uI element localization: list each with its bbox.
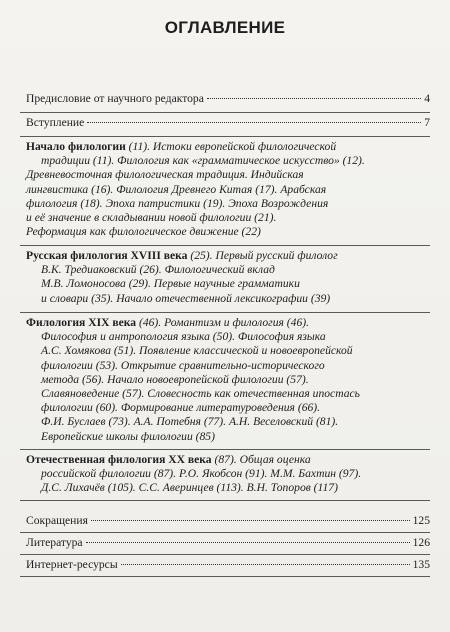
section-text: (25). Первый русский филолог xyxy=(187,249,338,262)
section-line: филологии (60). Формирование литературоведения (66). xyxy=(41,401,321,415)
section-line: Философия и антропология языка (50). Философия языка xyxy=(41,330,326,344)
toc-entry-literature xyxy=(26,536,430,550)
divider xyxy=(20,554,430,555)
section-early-philology xyxy=(26,140,428,239)
toc-entry-label: Интернет-ресурсы xyxy=(26,558,118,571)
toc-entry-page: 125 xyxy=(412,514,430,527)
dot-leader xyxy=(87,122,421,123)
toc-entry-label: Сокращения xyxy=(26,514,88,527)
dot-leader xyxy=(207,98,421,99)
dot-leader xyxy=(121,564,410,565)
section-line: лингвистика (16). Филология Древнего Китая (17). Арабская xyxy=(26,182,327,196)
section-heading: Русская филология XVIII века xyxy=(26,249,188,262)
section-line: В.К. Тредиаковский (26). Филологический вклад xyxy=(41,263,275,277)
toc-entry-internet-resources xyxy=(26,558,430,572)
toc-entry-label: Литература xyxy=(26,536,83,549)
divider xyxy=(20,112,430,113)
section-heading: Начало филологии xyxy=(26,140,126,153)
section-line: Реформация как филологическое движение (22) xyxy=(26,225,261,239)
section-heading: Филология XIX века xyxy=(26,316,137,329)
section-line: Европейские школы филологии (85) xyxy=(41,429,215,443)
toc-entry-page: 126 xyxy=(412,536,430,549)
section-line: и её значение в складывании новой филологии (21). xyxy=(26,211,277,225)
divider xyxy=(20,576,430,577)
section-19th-century xyxy=(26,316,428,444)
divider xyxy=(20,532,430,533)
divider xyxy=(20,136,430,137)
section-line xyxy=(26,453,428,467)
section-line: метода (56). Начало новоевропейской филологии (57). xyxy=(41,372,309,386)
section-line xyxy=(26,316,428,330)
section-20th-century xyxy=(26,453,428,496)
toc-entry-page: 7 xyxy=(424,116,430,129)
section-heading: Отечественная филология XX века xyxy=(26,453,212,466)
section-line: традиции (11). Филология как «грамматическое искусство» (12). xyxy=(41,154,365,168)
section-text: (87). Общая оценка xyxy=(211,453,311,466)
section-line: Древневосточная филологическая традиция. Индийская xyxy=(26,168,304,182)
toc-entry-page: 4 xyxy=(424,92,430,105)
toc-entry-introduction xyxy=(26,116,430,130)
section-line: филологии (53). Открытие сравнительно-исторического xyxy=(41,358,325,372)
section-line: Ф.И. Буслаев (73). А.А. Потебня (77). А.Н. Веселовский (81). xyxy=(41,415,339,429)
section-18th-century xyxy=(26,249,428,306)
section-line: и словари (35). Начало отечественной лексикографии (39) xyxy=(41,291,331,305)
divider xyxy=(20,449,430,450)
section-line: Славяноведение (57). Словесность как отечественная ипостась xyxy=(41,387,360,401)
section-line: М.В. Ломоносова (29). Первые научные грамматики xyxy=(41,277,300,291)
section-line: А.С. Хомякова (51). Появление классической и новоевропейской xyxy=(41,344,353,358)
toc-entry-preface xyxy=(26,92,430,106)
toc-entry-abbreviations xyxy=(26,514,430,528)
section-line xyxy=(26,249,428,263)
divider xyxy=(20,312,430,313)
section-text: (11). Истоки европейской филологической xyxy=(125,140,337,153)
section-line: Д.С. Лихачёв (105). С.С. Аверинцев (113). В.Н. Топоров (117) xyxy=(41,481,338,495)
toc-entry-page: 135 xyxy=(412,558,430,571)
page-title: ОГЛАВЛЕНИЕ xyxy=(164,18,286,37)
section-text: (46). Романтизм и филология (46). xyxy=(136,316,309,329)
dot-leader xyxy=(86,542,410,543)
divider xyxy=(20,500,430,501)
section-line xyxy=(26,140,428,154)
toc-entry-label: Предисловие от научного редактора xyxy=(26,92,204,105)
divider xyxy=(20,245,430,246)
dot-leader xyxy=(91,520,410,521)
toc-entry-label: Вступление xyxy=(26,116,85,129)
section-line: филология (18). Эпоха патристики (19). Эпоха Возрождения xyxy=(26,196,329,210)
section-line: российской филологии (87). Р.О. Якобсон (91). М.М. Бахтин (97). xyxy=(41,467,362,481)
